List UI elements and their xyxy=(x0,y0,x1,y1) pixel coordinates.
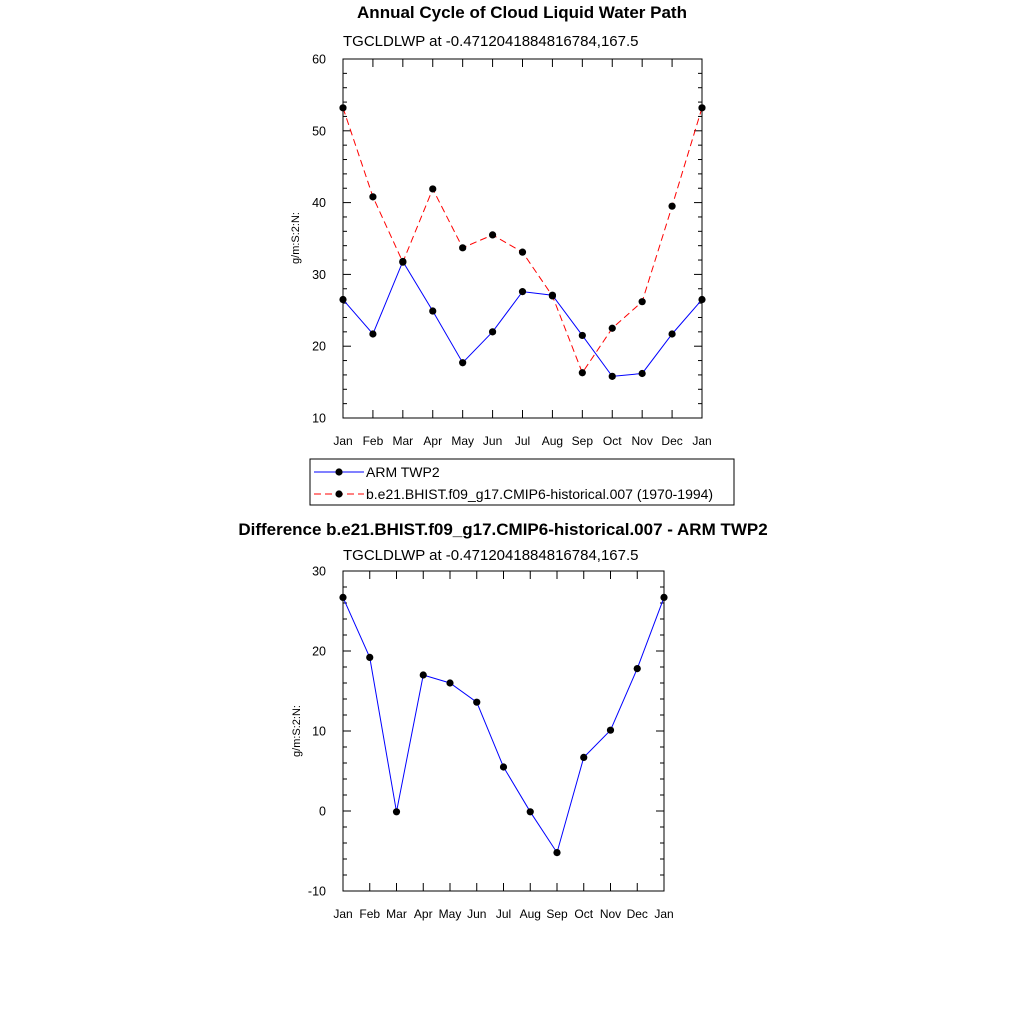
data-point xyxy=(549,292,556,299)
data-point xyxy=(429,185,436,192)
data-point xyxy=(420,671,427,678)
x-tick-label: Jun xyxy=(482,434,503,448)
data-point xyxy=(660,594,667,601)
data-point xyxy=(668,330,675,337)
data-point xyxy=(519,288,526,295)
data-point xyxy=(459,359,466,366)
y-tick-label: 0 xyxy=(319,804,326,819)
x-tick-label: Jul xyxy=(514,434,531,448)
x-tick-label: Jan xyxy=(654,907,674,921)
data-point xyxy=(339,296,346,303)
y-tick-label: 10 xyxy=(312,724,326,739)
data-point xyxy=(500,763,507,770)
y-tick-label: 40 xyxy=(312,196,326,211)
data-point xyxy=(489,231,496,238)
data-point xyxy=(634,665,641,672)
x-tick-label: Aug xyxy=(541,434,564,448)
x-tick-label: Oct xyxy=(602,434,622,448)
data-point xyxy=(698,104,705,111)
x-tick-label: Dec xyxy=(661,434,683,448)
data-point xyxy=(527,808,534,815)
x-tick-label: Jul xyxy=(495,907,512,921)
x-tick-label: Jan xyxy=(333,907,353,921)
data-point xyxy=(446,679,453,686)
data-point xyxy=(369,330,376,337)
data-point xyxy=(609,325,616,332)
data-point xyxy=(639,370,646,377)
data-point xyxy=(339,594,346,601)
y-tick-label: 60 xyxy=(312,52,326,67)
data-point xyxy=(489,328,496,335)
data-point xyxy=(393,808,400,815)
chart2-title: Difference b.e21.BHIST.f09_g17.CMIP6-historical.007 - ARM TWP2 xyxy=(238,520,768,539)
x-tick-label: Dec xyxy=(626,907,648,921)
x-tick-label: Mar xyxy=(386,907,407,921)
data-point xyxy=(579,369,586,376)
data-point xyxy=(580,754,587,761)
x-tick-label: Jun xyxy=(467,907,487,921)
y-tick-label: 30 xyxy=(312,267,326,282)
chart1-subtitle: TGCLDLWP at -0.4712041884816784,167.5 xyxy=(343,33,639,50)
legend-label-model: b.e21.BHIST.f09_g17.CMIP6-historical.007 (1970-1994) xyxy=(366,486,714,502)
data-point xyxy=(609,373,616,380)
data-point xyxy=(698,296,705,303)
y-tick-label: 20 xyxy=(312,339,326,354)
x-tick-label: Sep xyxy=(571,434,594,448)
legend-label-arm-twp2: ARM TWP2 xyxy=(366,464,440,480)
x-tick-label: Feb xyxy=(362,434,384,448)
data-point xyxy=(459,244,466,251)
data-point xyxy=(553,849,560,856)
x-tick-label: Aug xyxy=(519,907,541,921)
x-tick-label: Jan xyxy=(333,434,353,448)
y-tick-label: 50 xyxy=(312,124,326,139)
data-point xyxy=(668,203,675,210)
legend xyxy=(310,459,734,505)
data-point xyxy=(607,727,614,734)
y-tick-label: -10 xyxy=(307,884,326,899)
x-tick-label: May xyxy=(438,907,462,921)
legend-marker-model xyxy=(335,490,342,497)
data-point xyxy=(429,307,436,314)
data-point xyxy=(579,332,586,339)
chart1-y-axis-label: g/m:S:2:N: xyxy=(290,212,302,264)
data-point xyxy=(339,104,346,111)
y-tick-label: 20 xyxy=(312,644,326,659)
x-tick-label: Feb xyxy=(359,907,381,921)
legend-marker-arm-twp2 xyxy=(335,468,342,475)
x-tick-label: Nov xyxy=(631,434,653,448)
x-tick-label: Oct xyxy=(574,907,594,921)
x-tick-label: Apr xyxy=(423,434,443,448)
chart1-title: Annual Cycle of Cloud Liquid Water Path xyxy=(357,3,687,22)
chart2-subtitle: TGCLDLWP at -0.4712041884816784,167.5 xyxy=(343,547,639,564)
y-tick-label: 10 xyxy=(312,411,326,426)
data-point xyxy=(473,699,480,706)
data-point xyxy=(639,298,646,305)
data-point xyxy=(369,193,376,200)
data-point xyxy=(366,654,373,661)
x-tick-label: Jan xyxy=(692,434,712,448)
x-tick-label: Apr xyxy=(413,907,433,921)
y-tick-label: 30 xyxy=(312,564,326,579)
x-tick-label: Mar xyxy=(392,434,414,448)
chart2-y-axis-label: g/m:S:2:N: xyxy=(291,705,303,757)
x-tick-label: Sep xyxy=(546,907,568,921)
data-point xyxy=(399,259,406,266)
x-tick-label: May xyxy=(451,434,475,448)
x-tick-label: Nov xyxy=(599,907,622,921)
data-point xyxy=(519,249,526,256)
